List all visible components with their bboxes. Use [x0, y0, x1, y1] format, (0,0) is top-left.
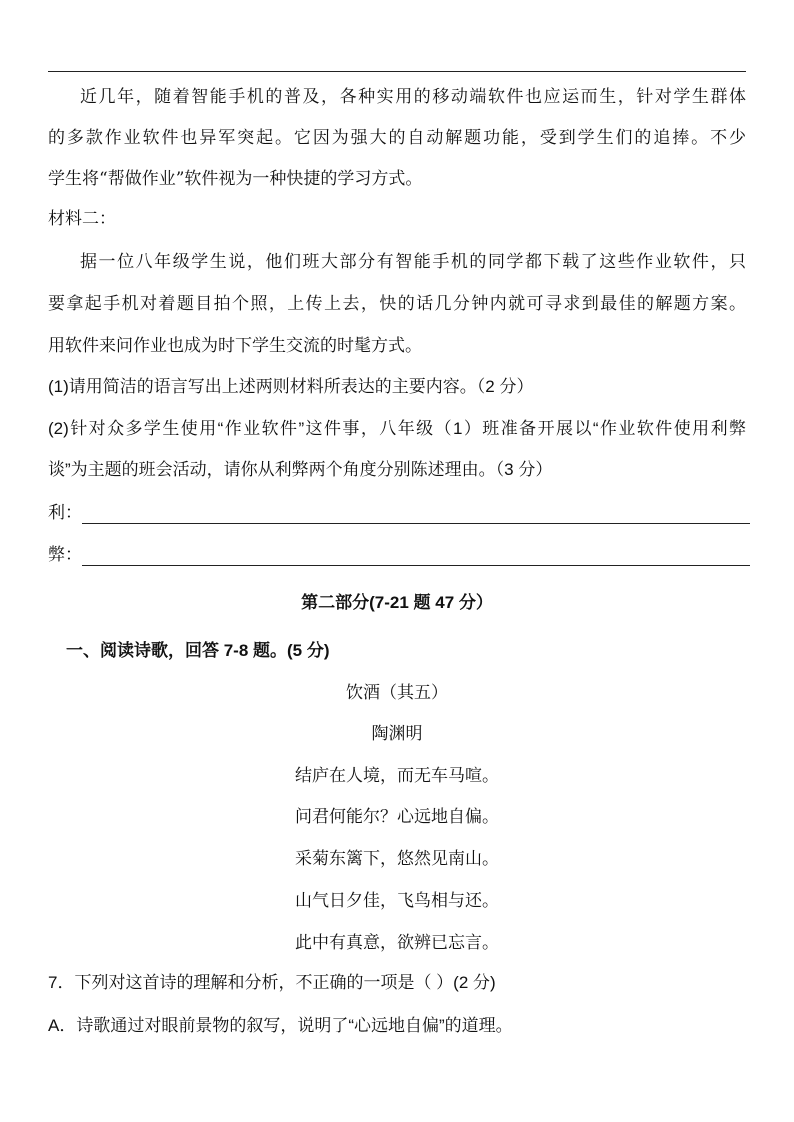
answer-con-row [48, 544, 750, 566]
answer-con-label: 弊： [48, 545, 82, 564]
poem-title: 饮酒（其五） [346, 683, 448, 703]
answer-con-blank[interactable] [82, 547, 750, 566]
poem-line-4: 山气日夕佳，飞鸟相与还。 [295, 891, 499, 911]
question-1: (1)请用简洁的语言写出上述两则材料所表达的主要内容。（2 分） [48, 377, 534, 396]
material2-heading: 材料二： [48, 209, 116, 228]
poem-line-1: 结庐在人境，而无车马喧。 [295, 766, 499, 786]
material1-line-1: 近几年，随着智能手机的普及，各种实用的移动端软件也应运而生，针对学生群体 [80, 87, 746, 107]
header-rule [48, 71, 746, 72]
question-2-line-2: 谈”为主题的班会活动，请你从利弊两个角度分别陈述理由。（3 分） [48, 460, 553, 479]
material1-line-2: 的多款作业软件也异军突起。它因为强大的自动解题功能，受到学生们的追捧。不少 [48, 128, 746, 148]
poem-line-3: 采菊东篱下，悠然见南山。 [295, 849, 499, 869]
answer-pro-row [48, 502, 750, 524]
poem-author: 陶渊明 [371, 724, 423, 744]
material2-line-2: 要拿起手机对着题目拍个照，上传上去，快的话几分钟内就可寻求到最佳的解题方案。 [48, 294, 746, 314]
material1-line-3: 学生将“帮做作业”软件视为一种快捷的学习方式。 [48, 169, 423, 189]
option-a: A．诗歌通过对眼前景物的叙写，说明了“心远地自偏”的道理。 [48, 1016, 513, 1035]
question-2-line-1: (2)针对众多学生使用“作业软件”这件事，八年级（1）班准备开展以“作业软件使用利弊 [48, 419, 746, 438]
question-7: 7．下列对这首诗的理解和分析，不正确的一项是（ ）(2 分) [48, 973, 496, 992]
answer-pro-blank[interactable] [82, 505, 750, 524]
poem-line-2: 问君何能尔？心远地自偏。 [295, 807, 499, 827]
material2-line-3: 用软件来问作业也成为时下学生交流的时髦方式。 [48, 336, 422, 356]
poem-line-5: 此中有真意，欲辨已忘言。 [295, 933, 499, 953]
material2-line-1: 据一位八年级学生说，他们班大部分有智能手机的同学都下载了这些作业软件，只 [80, 252, 746, 272]
section-1-title: 一、阅读诗歌，回答 7-8 题。(5 分) [66, 641, 330, 660]
answer-pro-label: 利： [48, 503, 82, 522]
part-2-title: 第二部分(7-21 题 47 分） [301, 593, 493, 612]
